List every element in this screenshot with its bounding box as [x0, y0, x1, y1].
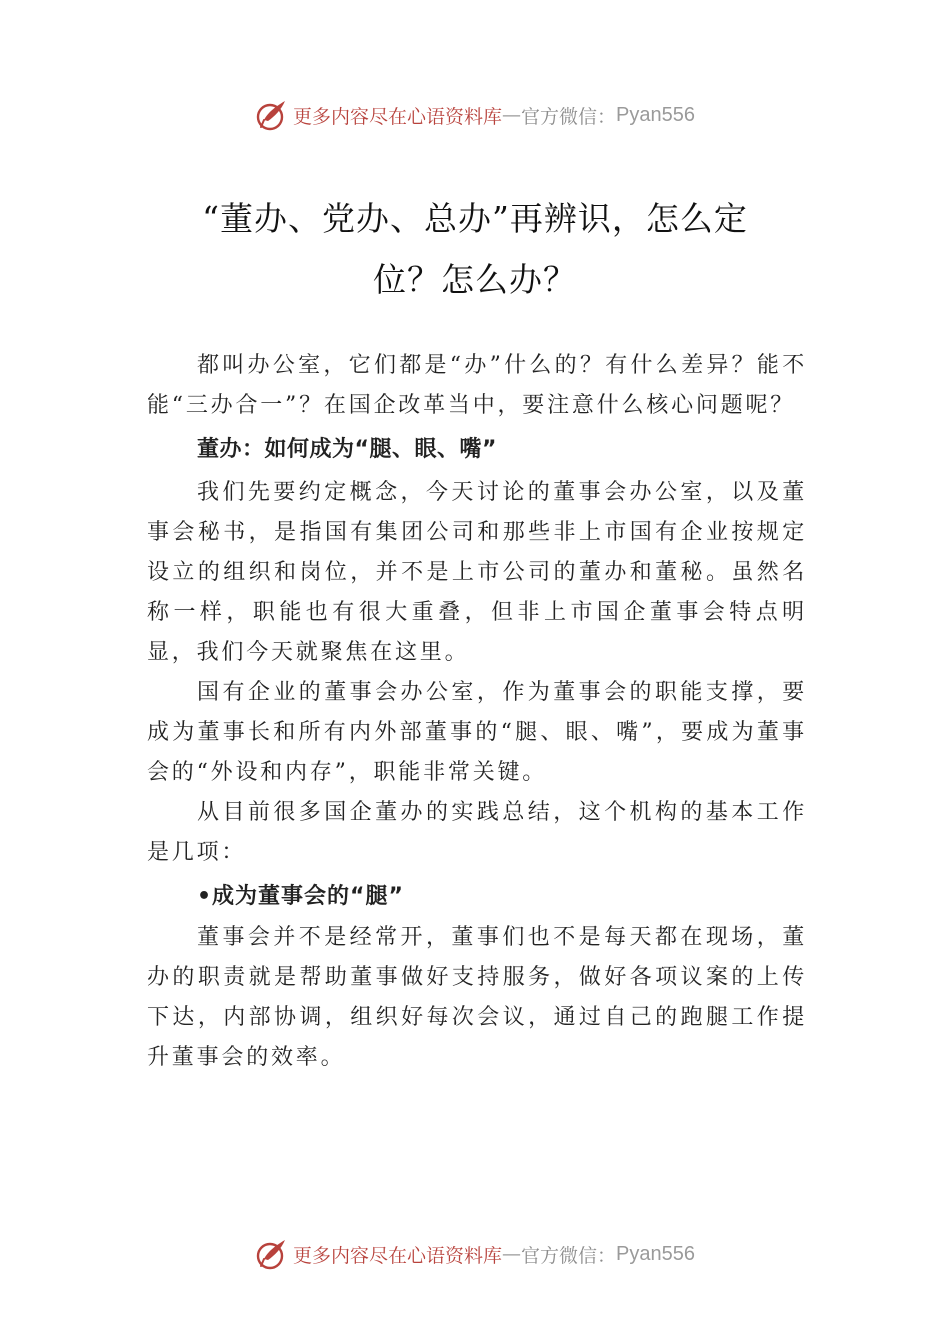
title-line-2: 位？怎么办？	[373, 260, 577, 299]
document-body	[147, 346, 807, 1078]
watermark-wechat-label: 官方微信：	[521, 1244, 617, 1267]
watermark-wechat-id: Pyan556	[616, 103, 695, 126]
paragraph-concept: 我们先要约定概念，今天讨论的董事会办公室，以及董事会秘书，是指国有集团公司和那些非上市国有企业按规定设立的组织和岗位，并不是上市公司的董办和董秘。虽然名称一样，职能也有很大重叠，但非上市国企董事会特点明显，我们今天就聚焦在这里。	[147, 480, 807, 665]
section-heading-dongban: 董办：如何成为“腿、眼、嘴”	[197, 437, 497, 462]
paragraph-practice: 从目前很多国企董办的实践总结，这个机构的基本工作是几项：	[147, 800, 807, 865]
paragraph-leg: 董事会并不是经常开，董事们也不是每天都在现场，董办的职责就是帮助董事做好支持服务，做好各项议案的上传下达，内部协调，组织好每次会议，通过自己的跑腿工作提升董事会的效率。	[147, 925, 807, 1070]
watermark-wechat-id: Pyan556	[616, 1242, 695, 1265]
subheading-leg: •成为董事会的“腿”	[197, 884, 404, 909]
paragraph-function: 国有企业的董事会办公室，作为董事会的职能支撑，要成为董事长和所有内外部董事的“腿、眼、嘴”，要成为董事会的“外设和内存”，职能非常关键。	[147, 680, 807, 785]
watermark-separator: —	[502, 104, 522, 126]
watermark-separator: —	[502, 1243, 522, 1265]
document-title	[120, 188, 830, 310]
footer-watermark	[0, 1234, 950, 1274]
watermark-brand: 更多内容尽在心语资料库	[293, 1244, 503, 1267]
watermark-wechat-label: 官方微信：	[521, 105, 617, 128]
header-watermark	[0, 95, 950, 135]
quill-pen-logo-icon	[255, 98, 289, 132]
title-line-1: “董办、党办、总办”再辨识，怎么定	[202, 199, 748, 238]
watermark-brand: 更多内容尽在心语资料库	[293, 105, 503, 128]
intro-paragraph: 都叫办公室，它们都是“办”什么的？有什么差异？能不能“三办合一”？在国企改革当中，要注意什么核心问题呢？	[147, 353, 807, 418]
quill-pen-logo-icon	[255, 1237, 289, 1271]
